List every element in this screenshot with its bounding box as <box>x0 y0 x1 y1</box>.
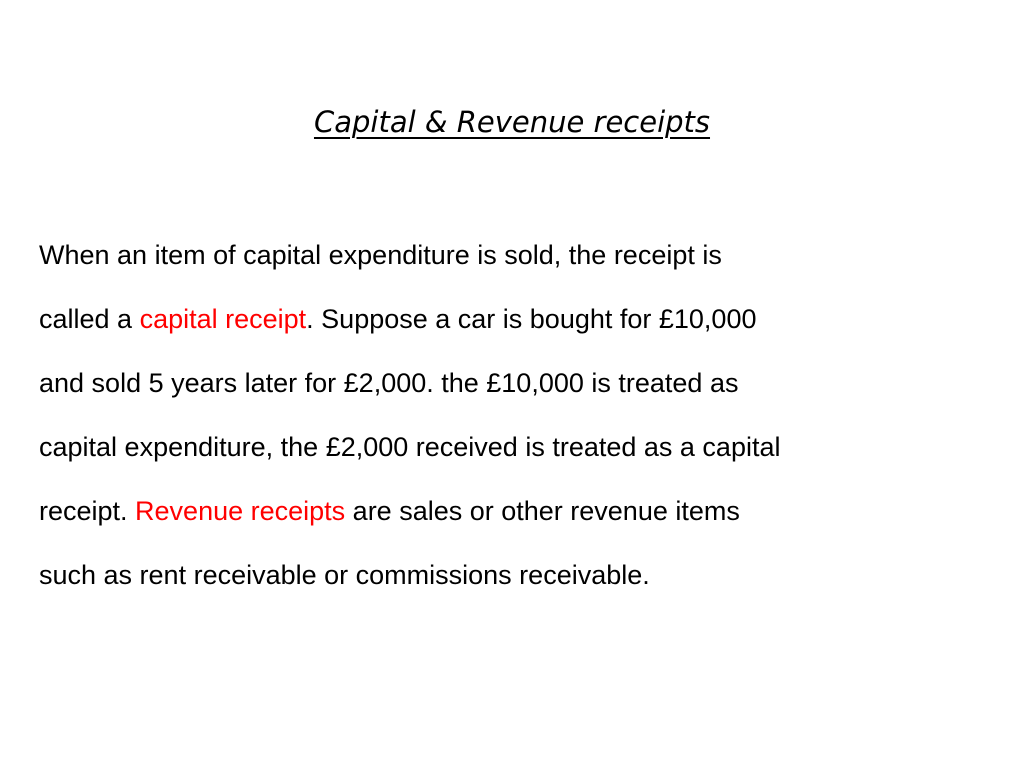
body-line-4-text: capital expenditure, the £2,000 received is treated as a capital <box>39 432 781 462</box>
body-line-5-start: receipt. <box>39 496 136 526</box>
body-line-2-start: called a <box>39 304 140 334</box>
slide-body <box>39 223 979 607</box>
body-line-2-end: . Suppose a car is bought for £10,000 <box>306 304 757 334</box>
revenue-receipts-term: Revenue receipts <box>135 496 346 526</box>
body-line-2 <box>39 287 979 351</box>
body-line-6-text: such as rent receivable or commissions receivable. <box>39 560 650 590</box>
body-line-1-text: When an item of capital expenditure is sold, the receipt is <box>39 240 722 270</box>
capital-receipt-term: capital receipt <box>139 304 307 334</box>
body-line-3-text: and sold 5 years later for £2,000. the £10,000 is treated as <box>39 368 739 398</box>
body-line-5-end: are sales or other revenue items <box>345 496 740 526</box>
slide-title-text: Capital & Revenue receipts <box>313 105 711 139</box>
body-line-3 <box>39 351 979 415</box>
body-line-1 <box>39 223 979 287</box>
slide-title <box>0 100 1024 144</box>
body-line-6 <box>39 543 979 607</box>
body-line-4 <box>39 415 979 479</box>
body-line-5 <box>39 479 979 543</box>
